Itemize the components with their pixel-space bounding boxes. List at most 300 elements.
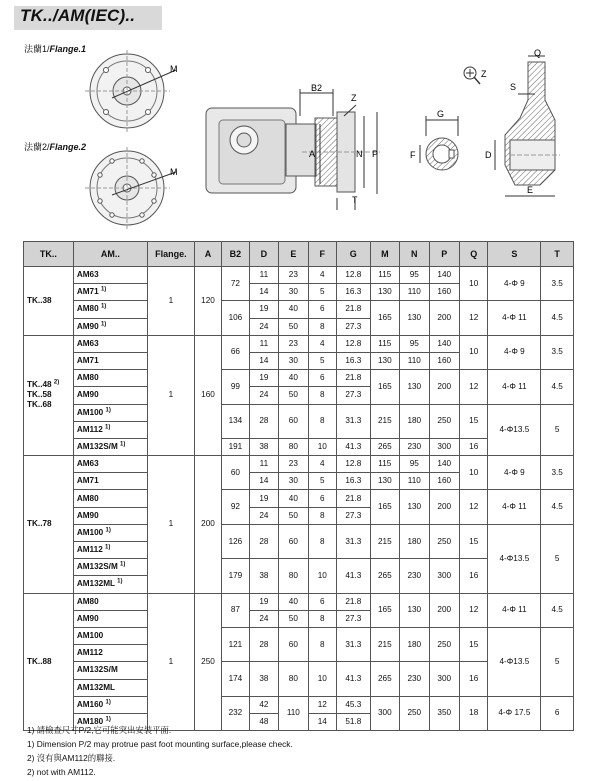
table-cell: 30 <box>279 473 308 490</box>
table-cell: 30 <box>279 352 308 369</box>
table-cell: 265 <box>370 438 399 455</box>
table-cell: 165 <box>370 370 399 404</box>
table-cell: 6 <box>541 696 574 730</box>
header-cell: A <box>194 242 221 267</box>
series-label: TK..78 <box>27 519 52 529</box>
table-cell: 300 <box>429 438 459 455</box>
table-row <box>24 370 574 387</box>
series-label: TK..88 <box>27 656 52 666</box>
header-cell: P <box>429 242 459 267</box>
table-cell: 27.3 <box>337 387 371 404</box>
table-cell: 165 <box>370 301 399 335</box>
table-cell: 130 <box>370 284 399 301</box>
table-cell: 115 <box>370 267 399 284</box>
table-cell: 5 <box>308 284 336 301</box>
table-cell: 6 <box>308 301 336 318</box>
header-cell: F <box>308 242 336 267</box>
table-cell: 215 <box>370 627 399 661</box>
table-cell: 10 <box>308 662 336 696</box>
table-cell: 8 <box>308 524 336 558</box>
motor-cell <box>73 335 147 352</box>
table-cell: 5 <box>308 352 336 369</box>
dim-m1: M <box>170 64 178 74</box>
motor-cell <box>73 524 147 541</box>
dim-t: T <box>352 195 358 205</box>
motor-label: AM100 <box>76 527 104 537</box>
table-cell: 4-Φ 11 <box>488 593 541 627</box>
table-cell: 31.3 <box>337 524 371 558</box>
table-cell: 230 <box>400 559 429 593</box>
note: 2) 沒有與AM112的聯接. <box>27 753 116 763</box>
motor-label: AM112 <box>76 545 103 555</box>
table-cell: 41.3 <box>337 662 371 696</box>
motor-cell <box>73 627 147 644</box>
table-cell: 24 <box>249 318 278 335</box>
motor-label: AM90 <box>76 390 99 400</box>
table-cell: 4 <box>308 335 336 352</box>
motor-label: AM71 <box>76 287 99 297</box>
table-cell: 31.3 <box>337 627 371 661</box>
header-cell: Flange. <box>148 242 195 267</box>
table-cell: 21.8 <box>337 490 371 507</box>
header-cell: S <box>488 242 541 267</box>
table-cell: 140 <box>429 335 459 352</box>
table-cell: 41.3 <box>337 438 371 455</box>
table-cell: 191 <box>222 438 249 455</box>
table-cell: 45.3 <box>337 696 371 713</box>
table-cell: 179 <box>222 559 249 593</box>
table-cell: 5 <box>308 473 336 490</box>
table-cell: 16 <box>460 438 488 455</box>
table-cell: 12 <box>308 696 336 713</box>
motor-label: AM80 <box>76 373 99 383</box>
table-cell: 42 <box>249 696 278 713</box>
table-cell: 4-Φ13.5 <box>488 404 541 456</box>
table-cell: 14 <box>249 352 278 369</box>
table-cell: 27.3 <box>337 318 371 335</box>
table-cell: 60 <box>279 404 308 438</box>
table-cell: 5 <box>541 404 574 456</box>
dim-q: Q <box>534 48 542 58</box>
table-row <box>24 456 574 473</box>
table-cell: 16 <box>460 559 488 593</box>
dim-p: P <box>372 149 379 159</box>
table-cell: 200 <box>429 370 459 404</box>
table-cell: 23 <box>279 267 308 284</box>
motor-cell <box>73 610 147 627</box>
motor-label: AM132S/M <box>76 441 118 451</box>
flange1-drawing <box>85 50 176 132</box>
motor-label: AM63 <box>76 459 99 469</box>
table-body <box>24 267 574 731</box>
table-cell: 40 <box>279 301 308 318</box>
note: 1) Dimension P/2 may protrue past foot mounting surface,please check. <box>27 739 293 749</box>
series-cell <box>24 456 74 594</box>
dim-n: N <box>356 149 363 159</box>
flange2-label: 法蘭2/Flange.2 <box>24 142 87 152</box>
header-cell: TK.. <box>24 242 74 267</box>
table-cell: 4-Φ 11 <box>488 490 541 524</box>
table-cell: 12 <box>460 301 488 335</box>
header-cell: G <box>337 242 371 267</box>
table-cell: 265 <box>370 662 399 696</box>
table-cell: 38 <box>249 559 278 593</box>
header-cell: Q <box>460 242 488 267</box>
table-cell: 40 <box>279 370 308 387</box>
header-cell: D <box>249 242 278 267</box>
table-cell: 60 <box>222 456 249 490</box>
table-cell: 215 <box>370 524 399 558</box>
table-cell: 28 <box>249 627 278 661</box>
table-cell: 165 <box>370 593 399 627</box>
table-cell: 40 <box>279 490 308 507</box>
header-cell: E <box>279 242 308 267</box>
header-cell: N <box>400 242 429 267</box>
table-row <box>24 524 574 541</box>
table-cell: 95 <box>400 267 429 284</box>
motor-label: AM80 <box>76 596 99 606</box>
table-cell: 18 <box>460 696 488 730</box>
table-cell: 60 <box>279 524 308 558</box>
motor-cell <box>73 473 147 490</box>
table-cell: 28 <box>249 524 278 558</box>
table-cell: 4-Φ13.5 <box>488 524 541 593</box>
table-cell: 23 <box>279 456 308 473</box>
table-cell: 250 <box>429 404 459 438</box>
motor-cell <box>73 301 147 318</box>
header-cell: M <box>370 242 399 267</box>
table-cell: 160 <box>429 352 459 369</box>
table-cell: 21.8 <box>337 370 371 387</box>
flange2-drawing <box>85 147 176 229</box>
spec-table <box>23 241 574 731</box>
motor-cell <box>73 507 147 524</box>
table-cell: 180 <box>400 627 429 661</box>
table-cell: 110 <box>400 284 429 301</box>
dim-m2: M <box>170 167 178 177</box>
footnote-marker: 1) <box>105 424 111 431</box>
table-cell: 130 <box>370 352 399 369</box>
table-cell: 8 <box>308 318 336 335</box>
table-cell: 4-Φ13.5 <box>488 627 541 696</box>
table-cell: 4-Φ 11 <box>488 370 541 404</box>
dim-d: D <box>485 150 492 160</box>
footnote-marker: 1) <box>105 544 111 551</box>
table-cell: 19 <box>249 593 278 610</box>
technical-drawing <box>0 0 593 240</box>
table-cell: 15 <box>460 524 488 558</box>
motor-cell <box>73 576 147 593</box>
flange1-label: 法蘭1/Flange.1 <box>24 44 87 54</box>
table-cell: 200 <box>194 456 221 594</box>
motor-cell <box>73 593 147 610</box>
motor-cell <box>73 662 147 679</box>
table-cell: 6 <box>308 593 336 610</box>
dim-s: S <box>510 82 517 92</box>
series-cell <box>24 335 74 455</box>
table-cell: 72 <box>222 267 249 301</box>
table-cell: 10 <box>308 559 336 593</box>
table-cell: 300 <box>429 662 459 696</box>
dim-f: F <box>410 150 416 160</box>
header-cell: AM.. <box>73 242 147 267</box>
table-cell: 140 <box>429 267 459 284</box>
series-cell <box>24 267 74 336</box>
table-cell: 24 <box>249 610 278 627</box>
table-cell: 48 <box>249 713 278 730</box>
table-cell: 3.5 <box>541 267 574 301</box>
detail-z-drawing <box>464 56 560 196</box>
table-cell: 8 <box>308 610 336 627</box>
footnote-marker: 1) <box>100 320 107 327</box>
motor-label: AM132ML <box>76 682 116 692</box>
header-cell: T <box>541 242 574 267</box>
table-cell: 6 <box>308 490 336 507</box>
motor-label: AM100 <box>76 407 104 417</box>
motor-cell <box>73 438 147 455</box>
table-cell: 8 <box>308 404 336 438</box>
table-cell: 14 <box>249 473 278 490</box>
note: 1) 請檢查尺寸P/2,它可能突出安裝平面. <box>27 725 172 735</box>
table-cell: 3.5 <box>541 335 574 369</box>
table-cell: 24 <box>249 507 278 524</box>
table-cell: 19 <box>249 370 278 387</box>
table-cell: 140 <box>429 456 459 473</box>
footnote-marker: 1) <box>105 527 111 534</box>
motor-label: AM132S/M <box>76 562 118 572</box>
motor-label: AM63 <box>76 338 99 348</box>
table-cell: 265 <box>370 559 399 593</box>
table-cell: 121 <box>222 627 249 661</box>
motor-cell <box>73 421 147 438</box>
table-cell: 19 <box>249 301 278 318</box>
table-cell: 40 <box>279 593 308 610</box>
table-cell: 4 <box>308 456 336 473</box>
table-cell: 232 <box>222 696 249 730</box>
motor-cell <box>73 645 147 662</box>
table-cell: 50 <box>279 610 308 627</box>
table-cell: 160 <box>429 473 459 490</box>
table-cell: 160 <box>429 284 459 301</box>
table-cell: 50 <box>279 318 308 335</box>
table-cell: 27.3 <box>337 610 371 627</box>
series-label: TK..38 <box>27 295 52 305</box>
table-row <box>24 335 574 352</box>
table-cell: 21.8 <box>337 301 371 318</box>
motor-label: AM71 <box>76 356 99 366</box>
motor-label: AM100 <box>76 631 104 641</box>
table-cell: 50 <box>279 387 308 404</box>
motor-label: AM132ML <box>76 579 115 589</box>
table-cell: 215 <box>370 404 399 438</box>
motor-cell <box>73 542 147 559</box>
table-cell: 250 <box>400 696 429 730</box>
table-cell: 4.5 <box>541 370 574 404</box>
table-cell: 23 <box>279 335 308 352</box>
table-cell: 120 <box>194 267 221 336</box>
dim-g: G <box>437 109 445 119</box>
table-cell: 1 <box>148 456 195 594</box>
footnote-marker: 1) <box>100 303 107 310</box>
table-cell: 106 <box>222 301 249 335</box>
motor-label: AM80 <box>76 493 99 503</box>
table-cell: 27.3 <box>337 507 371 524</box>
table-cell: 165 <box>370 490 399 524</box>
table-cell: 10 <box>460 267 488 301</box>
table-cell: 5 <box>541 627 574 696</box>
dim-b2: B2 <box>311 83 323 93</box>
dim-z: Z <box>351 93 357 103</box>
table-row <box>24 593 574 610</box>
table-cell: 5 <box>541 524 574 593</box>
table-cell: 11 <box>249 335 278 352</box>
table-cell: 11 <box>249 456 278 473</box>
table-cell: 38 <box>249 662 278 696</box>
table-cell: 21.8 <box>337 593 371 610</box>
table-cell: 130 <box>400 593 429 627</box>
dim-e: E <box>527 185 534 195</box>
motor-label: AM160 <box>76 699 104 709</box>
table-cell: 60 <box>279 627 308 661</box>
header-cell: B2 <box>222 242 249 267</box>
table-cell: 230 <box>400 438 429 455</box>
table-cell: 99 <box>222 370 249 404</box>
motor-label: AM180 <box>76 716 104 726</box>
table-cell: 10 <box>460 335 488 369</box>
table-cell: 14 <box>308 713 336 730</box>
motor-cell <box>73 387 147 404</box>
motor-cell <box>73 679 147 696</box>
footnote-marker: 1) <box>105 699 111 706</box>
table-cell: 28 <box>249 404 278 438</box>
note: 2) not with AM112. <box>27 767 96 777</box>
table-cell: 174 <box>222 662 249 696</box>
table-cell: 12 <box>460 490 488 524</box>
motor-label: AM80 <box>76 304 99 314</box>
footnote-marker: 1) <box>105 716 111 723</box>
table-cell: 4.5 <box>541 301 574 335</box>
motor-label: AM71 <box>76 476 99 486</box>
dim-z2: Z <box>481 69 487 79</box>
table-cell: 130 <box>400 490 429 524</box>
table-cell: 11 <box>249 267 278 284</box>
motor-cell <box>73 404 147 421</box>
table-header-row <box>24 242 574 267</box>
table-cell: 3.5 <box>541 456 574 490</box>
table-cell: 41.3 <box>337 559 371 593</box>
series-cell <box>24 593 74 731</box>
table-cell: 51.8 <box>337 713 371 730</box>
table-cell: 10 <box>308 438 336 455</box>
table-row <box>24 490 574 507</box>
table-cell: 12.8 <box>337 456 371 473</box>
motor-cell <box>73 284 147 301</box>
motor-cell <box>73 696 147 713</box>
motor-cell <box>73 490 147 507</box>
table-cell: 8 <box>308 387 336 404</box>
motor-cell <box>73 559 147 576</box>
table-cell: 15 <box>460 404 488 438</box>
footnotes <box>27 723 293 779</box>
table-cell: 16.3 <box>337 284 371 301</box>
table-cell: 180 <box>400 404 429 438</box>
footnote-marker: 1) <box>117 578 123 585</box>
table-cell: 130 <box>400 301 429 335</box>
motor-cell <box>73 318 147 335</box>
table-cell: 6 <box>308 370 336 387</box>
shaft-section-drawing <box>420 116 458 170</box>
table-cell: 115 <box>370 456 399 473</box>
table-cell: 8 <box>308 507 336 524</box>
table-cell: 4 <box>308 267 336 284</box>
series-label: TK..58 <box>27 390 52 400</box>
table-cell: 19 <box>249 490 278 507</box>
table-cell: 115 <box>370 335 399 352</box>
motor-label: AM112 <box>76 648 103 658</box>
footnote-marker: 1) <box>120 441 126 448</box>
table-cell: 12 <box>460 370 488 404</box>
table-cell: 300 <box>429 559 459 593</box>
motor-cell <box>73 352 147 369</box>
motor-label: AM63 <box>76 270 99 280</box>
table-cell: 16 <box>460 662 488 696</box>
table-cell: 80 <box>279 438 308 455</box>
motor-cell <box>73 267 147 284</box>
table-row <box>24 301 574 318</box>
motor-label: AM90 <box>76 510 99 520</box>
page-title: TK../AM(IEC).. <box>20 6 136 25</box>
footnote-marker: 1) <box>120 561 126 568</box>
table-cell: 200 <box>429 301 459 335</box>
table-cell: 134 <box>222 404 249 438</box>
table-cell: 8 <box>308 627 336 661</box>
table-cell: 1 <box>148 593 195 731</box>
table-cell: 130 <box>400 370 429 404</box>
table-cell: 95 <box>400 335 429 352</box>
table-cell: 160 <box>194 335 221 455</box>
table-cell: 4.5 <box>541 490 574 524</box>
table-cell: 87 <box>222 593 249 627</box>
motor-cell <box>73 456 147 473</box>
table-cell: 250 <box>194 593 221 731</box>
table-cell: 230 <box>400 662 429 696</box>
table-cell: 16.3 <box>337 473 371 490</box>
table-row <box>24 267 574 284</box>
table-cell: 250 <box>429 524 459 558</box>
footnote-marker: 1) <box>100 286 107 293</box>
table-cell: 92 <box>222 490 249 524</box>
table-cell: 110 <box>279 696 308 730</box>
table-cell: 95 <box>400 456 429 473</box>
table-cell: 350 <box>429 696 459 730</box>
table-cell: 4-Φ 11 <box>488 301 541 335</box>
table-cell: 110 <box>400 352 429 369</box>
table-cell: 300 <box>370 696 399 730</box>
table-cell: 250 <box>429 627 459 661</box>
table-cell: 12.8 <box>337 267 371 284</box>
table-cell: 1 <box>148 335 195 455</box>
table-row <box>24 696 574 713</box>
table-cell: 4.5 <box>541 593 574 627</box>
motor-cell <box>73 370 147 387</box>
dim-a: A <box>309 149 316 159</box>
table-cell: 16.3 <box>337 352 371 369</box>
gearbox-drawing <box>206 89 380 210</box>
table-cell: 130 <box>370 473 399 490</box>
table-cell: 110 <box>400 473 429 490</box>
table-cell: 4-Φ 9 <box>488 267 541 301</box>
table-row <box>24 627 574 644</box>
